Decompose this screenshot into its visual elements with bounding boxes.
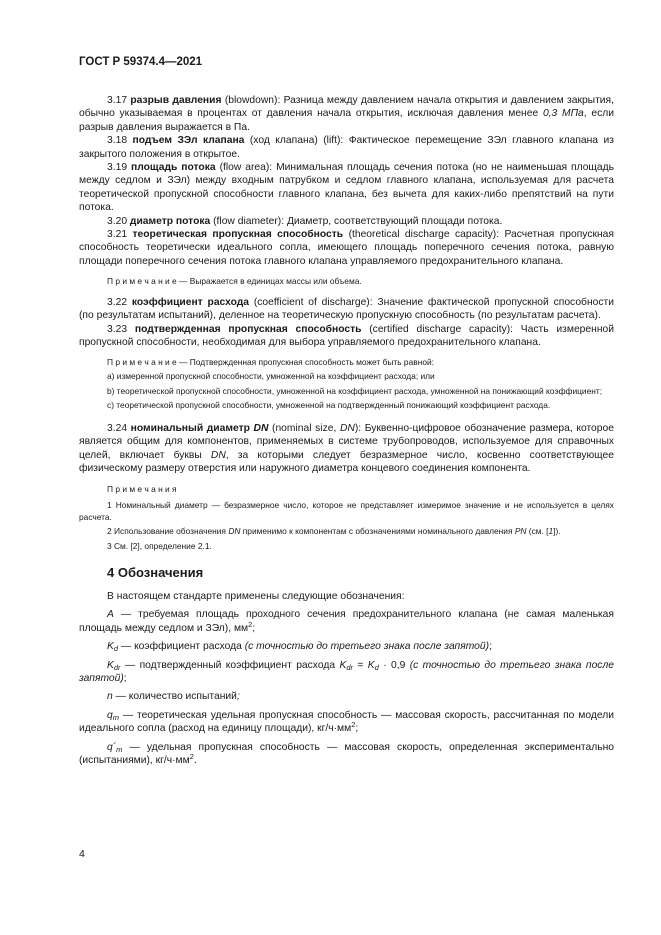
notes-heading: П р и м е ч а н и я: [107, 483, 177, 494]
note-item: 1 Номинальный диаметр — безразмерное число, которое не представляет измеримое значение и не используется в целях расчета.: [79, 500, 614, 522]
note-item: c) теоретической пропускной способности, умноженной на подтвержденный понижающий коэффициент расхода.: [107, 400, 551, 411]
term-3-22: 3.22 коэффициент расхода (coefficient of discharge): Значение фактической пропускной способности (по результатам испытаний), деленное на теоретическую пропускную способность (по результатам расчета).: [79, 296, 614, 322]
term-name: теоретическая пропускная способность: [132, 229, 344, 241]
note-3-23: П р и м е ч а н и е — Подтвержденная пропускная способность может быть равной:: [107, 356, 434, 367]
term-3-23: 3.23 подтвержденная пропускная способность (certified discharge capacity): Часть измеренной пропускной способности, необходимая для выбора управляемого предохранительного клапана.: [79, 323, 614, 349]
term-3-20: 3.20 диаметр потока (flow diameter): Диаметр, соответствующий площади потока.: [107, 215, 503, 227]
symbol-kdr: $K_{dr}$ — подтвержденный коэффициент расхода $K_{dr} = K_d \cdot 0,9$ (с точностью до третьего знака после запятой);: [79, 659, 614, 684]
symbol-qm: $q_m$ — теоретическая удельная пропускная способность — массовая скорость, рассчитанная по модели идеального сопла (расход на единицу площади), $кг/ч\cdot мм^2$;: [79, 709, 614, 735]
note-3-21: П р и м е ч а н и е — Выражается в единицах массы или объема.: [107, 276, 362, 287]
term-3-17: 3.17 разрыв давления (blowdown): Разница между давлением начала открытия и давлением закрытия, обычно указываемая в процентах от давления начала открытия, исключая давления менее 0,3 МПа, если разрыв давления выражается в Па.: [79, 95, 614, 133]
term-3-24: 3.24 номинальный диаметр DN (nominal size, DN): Буквенно-цифровое обозначение размера, которое является общим для компонентов, применяемых в системе трубопроводов, используемое для справочных целей, включает буквы DN, за которыми следует безразмерное число, косвенно соответствующее физическому размеру отверстия или наружного диаметра концевого соединения компонента.: [79, 422, 614, 475]
term-name: диаметр потока: [129, 215, 211, 227]
note-item: а) измеренной пропускной способности, умноженной на коэффициент расхода; или: [107, 371, 435, 382]
term-name: коэффициент расхода: [131, 296, 250, 308]
term-name: подтвержденная пропускная способность: [134, 323, 362, 335]
section-title: 4 Обозначения: [107, 565, 204, 581]
term-name: подъем ЗЭл клапана: [132, 135, 245, 147]
term-3-21: 3.21 теоретическая пропускная способность (theoretical discharge capacity): Расчетная пропускная способность теоретически идеального сопла, имеющего площадь поперечного сечения потока, равную площади поперечного сечения потока главного клапана управляемого предохранительного клапана.: [79, 229, 614, 267]
page-body: [79, 94, 614, 767]
term-name: площадь потока: [131, 162, 216, 174]
symbol-qm-prime: $q´_m$ — удельная пропускная способность — массовая скорость, определенная экспериментально (испытаниями), $кг/ч\cdot мм^2$.: [79, 741, 614, 766]
note-item: 3 См. [2], определение 2.1.: [107, 540, 212, 551]
note-item: 2 Использование обозначения DN применимо к компонентам с обозначениями номинального давления PN (см. [1]).: [107, 526, 561, 537]
symbol-a: A — требуемая площадь проходного сечения предохранительного клапана (не самая маленькая площадь между седлом и ЗЭл), $мм^2$;: [79, 609, 614, 634]
term-name: разрыв давления: [130, 95, 222, 106]
page-number: 4: [79, 848, 85, 860]
section-intro: В настоящем стандарте применены следующие обозначения:: [107, 590, 405, 602]
term-name: номинальный диаметр: [130, 422, 250, 434]
document-header: ГОСТ Р 59374.4—2021: [79, 56, 203, 68]
symbol-n: n — количество испытаний;: [107, 691, 240, 703]
term-3-19: 3.19 площадь потока (flow area): Минимальная площадь сечения потока (но не наименьшая площадь между седлом и ЗЭл) между входным патрубком и седлом главного клапана, используемая для расчета теоретической пропускной способности главного клапана, без вычета для каких-либо препятствий на пути потока.: [79, 162, 614, 214]
term-3-18: 3.18 подъем ЗЭл клапана (ход клапана) (lift): Фактическое перемещение ЗЭл главного клапана из закрытого положения в открытое.: [79, 135, 614, 160]
note-item: b) теоретической пропускной способности, умноженной на коэффициент расхода, умноженной на понижающий коэффициент;: [107, 385, 603, 396]
symbol-kd: $K_d$ — коэффициент расхода (с точностью до третьего знака после запятой);: [107, 641, 492, 654]
